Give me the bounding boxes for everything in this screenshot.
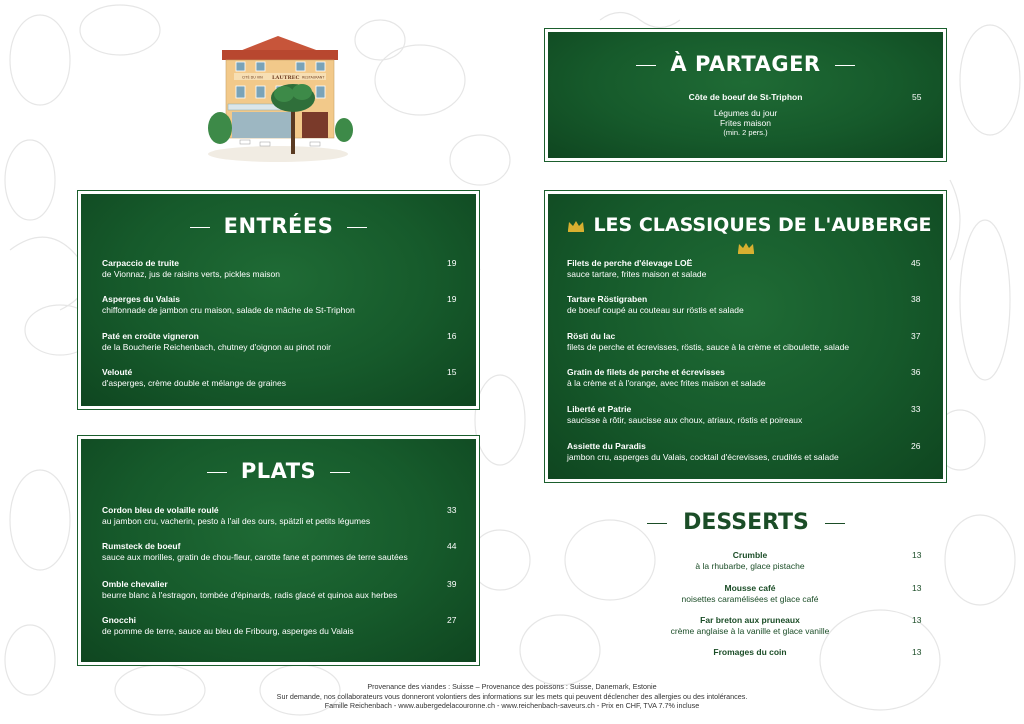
item-desc: de boeuf coupé au couteau sur röstis et salade — [567, 305, 744, 315]
dessert-price: 13 — [912, 550, 922, 560]
menu-item — [567, 331, 927, 353]
item-price: 38 — [911, 294, 921, 304]
item-desc: sauce aux morilles, gratin de chou-fleur, carotte fane et pommes de terre sautées — [102, 552, 408, 562]
dessert-desc: crème anglaise à la vanille et glace vanille — [670, 626, 830, 636]
menu-item — [567, 258, 927, 280]
item-name: Cordon bleu de volaille roulé — [102, 505, 219, 515]
item-desc: beurre blanc à l'estragon, tombée d'épinards, radis glacé et quinoa aux herbes — [102, 590, 398, 600]
item-price: 26 — [911, 441, 921, 451]
item-desc: au jambon cru, vacherin, pesto à l'ail des ours, spätzli et petits légumes — [102, 516, 371, 526]
plats-title: PLATS — [81, 459, 476, 483]
dessert-name: Far breton aux pruneaux — [700, 615, 800, 625]
partager-item-line2: Frites maison — [719, 118, 771, 128]
item-name: Rösti du lac — [567, 331, 616, 341]
dessert-item — [600, 615, 900, 637]
item-name: Tartare Röstigraben — [567, 294, 648, 304]
crown-icon — [567, 220, 585, 232]
plats-panel — [78, 436, 479, 665]
item-name: Velouté — [102, 367, 133, 377]
dessert-price: 13 — [912, 647, 922, 657]
dessert-item — [600, 550, 900, 572]
item-price: 19 — [447, 258, 457, 268]
item-price: 33 — [447, 505, 457, 515]
desserts-title: DESSERTS — [546, 510, 946, 535]
building-sign-left: CITÉ DU VIN — [242, 75, 263, 80]
menu-item — [567, 441, 927, 463]
partager-item-line3: (min. 2 pers.) — [723, 128, 768, 137]
item-price: 19 — [447, 294, 457, 304]
item-name: Paté en croûte vigneron — [102, 331, 199, 341]
dessert-price: 13 — [912, 615, 922, 625]
restaurant-building-illustration — [198, 32, 358, 162]
item-desc: jambon cru, asperges du Valais, cocktail d'écrevisses, crudités et salade — [567, 452, 839, 462]
item-price: 33 — [911, 404, 921, 414]
item-name: Gratin de filets de perche et écrevisses — [567, 367, 725, 377]
item-desc: de Vionnaz, jus de raisins verts, pickles maison — [102, 269, 280, 279]
item-desc: de la Boucherie Reichenbach, chutney d'oignon au pinot noir — [102, 342, 331, 352]
menu-item — [567, 404, 927, 426]
menu-item — [102, 367, 462, 389]
dessert-price: 13 — [912, 583, 922, 593]
dessert-item — [600, 583, 900, 605]
menu-item — [102, 331, 462, 353]
item-desc: chiffonnade de jambon cru maison, salade de mâche de St-Triphon — [102, 305, 355, 315]
building-sign-right: RESTAURANT — [302, 75, 325, 80]
item-name: Liberté et Patrie — [567, 404, 632, 414]
dessert-desc: noisettes caramélisées et glace café — [681, 594, 819, 604]
dessert-name: Mousse café — [724, 583, 776, 593]
entrees-title: ENTRÉES — [81, 214, 476, 238]
item-name: Rumsteck de boeuf — [102, 541, 181, 551]
menu-item — [102, 258, 462, 280]
item-price: 16 — [447, 331, 457, 341]
menu-item — [102, 294, 462, 316]
item-price: 39 — [447, 579, 457, 589]
footer-allergies: Sur demande, nos collaborateurs vous donneront volontiers des informations sur les mets qui peuvent déclencher des allergies ou des intolérances. — [276, 691, 748, 701]
item-price: 37 — [911, 331, 921, 341]
dessert-item — [600, 647, 900, 658]
entrees-panel — [78, 191, 479, 409]
classiques-title: LES CLASSIQUES DE L'AUBERGE — [548, 214, 943, 258]
crown-icon — [737, 242, 755, 254]
partager-item-price: 55 — [912, 92, 922, 102]
item-desc: à la crème et à l'orange, avec frites maison et salade — [567, 378, 766, 388]
menu-item — [102, 505, 462, 527]
item-name: Carpaccio de truite — [102, 258, 179, 268]
item-name: Filets de perche d'élevage LOË — [567, 258, 693, 268]
item-desc: d'asperges, crème double et mélange de graines — [102, 378, 287, 388]
menu-item — [567, 294, 927, 316]
menu-item — [102, 541, 462, 563]
dessert-desc: à la rhubarbe, glace pistache — [695, 561, 805, 571]
footer-contact: Famille Reichenbach - www.aubergedelacouronne.ch - www.reichenbach-saveurs.ch - Prix en CHF, TVA 7.7% incluse — [324, 701, 700, 711]
partager-item-line1: Légumes du jour — [713, 108, 778, 118]
partager-title: À PARTAGER — [548, 52, 943, 76]
item-desc: filets de perche et écrevisses, röstis, sauce à la crème et ciboulette, salade — [567, 342, 850, 352]
menu-item — [102, 615, 462, 637]
partager-panel — [545, 29, 946, 161]
item-name: Gnocchi — [102, 615, 137, 625]
dessert-name: Crumble — [732, 550, 768, 560]
item-name: Asperges du Valais — [102, 294, 180, 304]
dessert-name: Fromages du coin — [713, 647, 787, 657]
item-name: Omble chevalier — [102, 579, 168, 589]
item-price: 27 — [447, 615, 457, 625]
item-desc: de pomme de terre, sauce au bleu de Fribourg, asperges du Valais — [102, 626, 354, 636]
item-price: 36 — [911, 367, 921, 377]
building-sign-center: LAUTREC — [272, 75, 300, 81]
partager-item-name: Côte de boeuf de St-Triphon — [688, 92, 803, 102]
item-desc: sauce tartare, frites maison et salade — [567, 269, 707, 279]
item-name: Assiette du Paradis — [567, 441, 646, 451]
menu-item — [567, 367, 927, 389]
item-price: 44 — [447, 541, 457, 551]
footer-provenance: Provenance des viandes : Suisse – Provenance des poissons : Suisse, Danemark, Estonie — [367, 682, 657, 691]
footer — [0, 682, 1024, 711]
item-desc: saucisse à rôtir, saucisse aux choux, atriaux, röstis et poireaux — [567, 415, 803, 425]
menu-item — [102, 579, 462, 601]
item-price: 15 — [447, 367, 457, 377]
item-price: 45 — [911, 258, 921, 268]
partager-item — [548, 92, 943, 138]
classiques-panel — [545, 191, 946, 482]
